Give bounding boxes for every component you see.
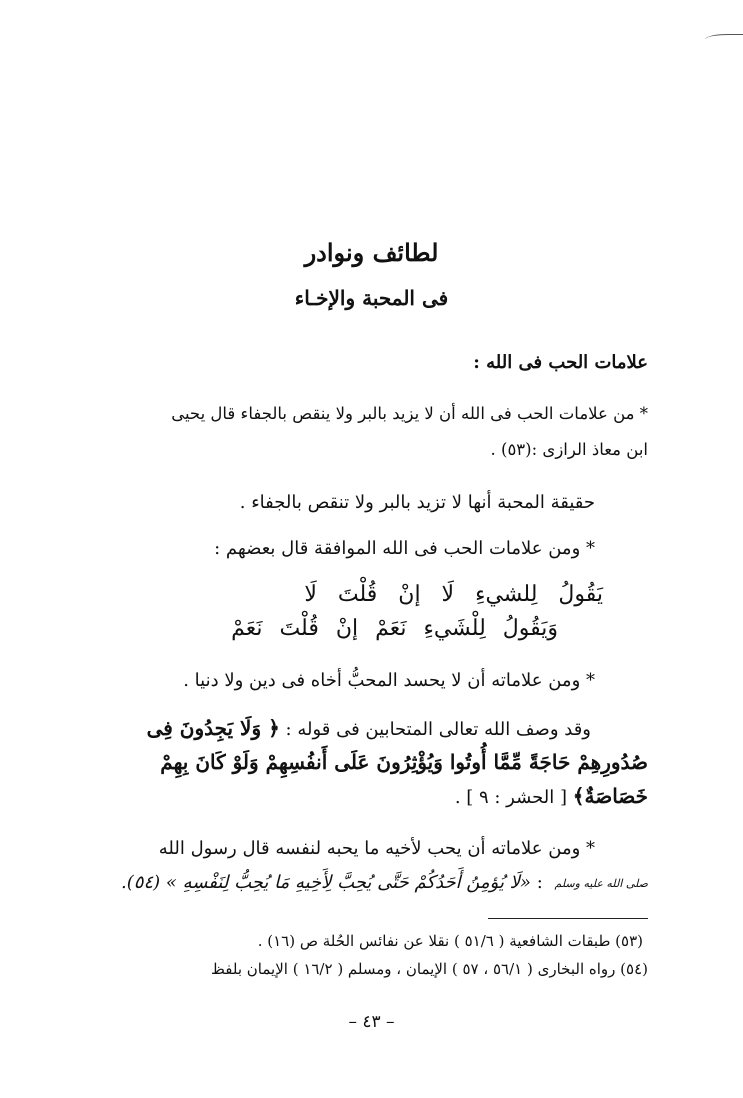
footnote-53: (٥٣) طبقات الشافعية ( ٥١/٦ ) نقلا عن نفائس الحُلة ص (١٦) . (257, 932, 643, 950)
quran-reference: [ الحشر : ٩ ] . (454, 787, 568, 808)
quran-line-2: صُدُورِهِمْ حَاجَةً مِّمَّا أُوتُوا وَيُؤْثِرُونَ عَلَى أَنفُسِهِمْ وَلَوْ كَانَ بِهِمْ (160, 750, 648, 774)
page-number: – ٤٣ – (348, 1012, 395, 1032)
quran-intro: وقد وصف الله تعالى المتحابين فى قوله : (285, 719, 591, 740)
paragraph-5-line-1: * ومن علاماته أن يحب لأخيه ما يحبه لنفسه قال رسول الله (158, 838, 595, 859)
hadith-text: «لَا يُؤمِنُ أَحَدُكُمْ حَتَّى يُحِبَّ لِأَخِيهِ مَا يُحِبُّ لِنَفْسِهِ » (٥٤). (121, 872, 531, 893)
section-heading: علامات الحب فى الله : (473, 352, 648, 373)
verse-line-1: يَقُولُ لِلشيءِ لَا إنْ قُلْتَ لَا (304, 582, 603, 607)
footnote-separator (488, 918, 648, 919)
paragraph-3: * ومن علامات الحب فى الله الموافقة قال بعضهم : (214, 538, 595, 559)
paragraph-5-line-2 (96, 872, 648, 893)
paragraph-1-line-2: ابن معاذ الرازى :(٥٣) . (490, 440, 648, 459)
page-title: لطائف ونوادر (304, 238, 439, 267)
corner-decoration (705, 34, 743, 43)
footnote-54: (٥٤) رواه البخارى ( ٥٦/١ ، ٥٧ ) الإيمان ، ومسلم ( ١٦/٢ ) الإيمان بلفظ (211, 960, 648, 978)
quran-text-3: خَصَاصَةٌ﴾ (572, 784, 648, 808)
verse-line-2: وَيَقُولُ لِلْشَيءِ نَعَمْ إنْ قُلْتَ نَعَمْ (231, 616, 558, 641)
quran-text-1: ﴿ وَلَا يَجِدُونَ فِى (146, 716, 280, 740)
quran-line-3 (96, 784, 648, 808)
page-subtitle: فى المحبة والإخـاء (294, 286, 449, 310)
paragraph-2: حقيقة المحبة أنها لا تزيد بالبر ولا تنقص بالجفاء . (239, 492, 595, 513)
quran-line-1 (96, 716, 591, 740)
salla-glyph: صلى الله عليه وسلم (554, 876, 648, 890)
hadith-colon: : (536, 872, 543, 893)
paragraph-4: * ومن علاماته أن لا يحسد المحبُّ أخاه فى دين ولا دنيا . (183, 670, 595, 691)
paragraph-1-line-1: * من علامات الحب فى الله أن لا يزيد بالبر ولا ينقص بالجفاء قال يحيى (171, 404, 648, 423)
